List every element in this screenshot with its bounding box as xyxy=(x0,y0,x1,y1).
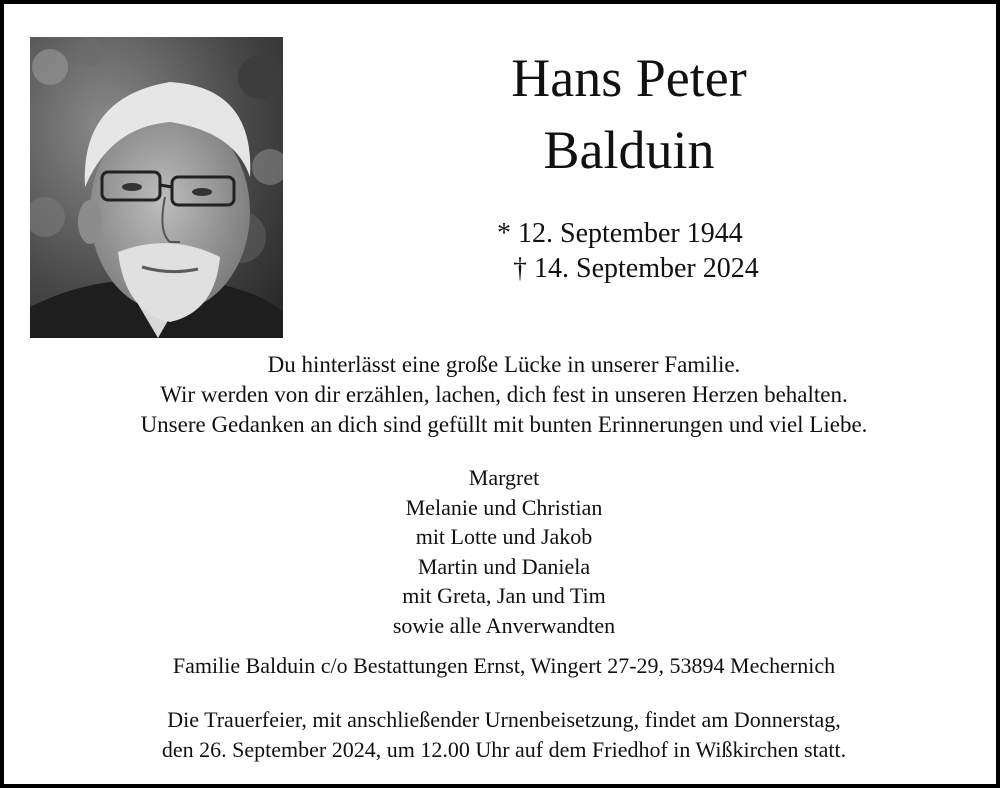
mourner-line: Margret xyxy=(468,465,540,490)
mourner-line: Melanie und Christian xyxy=(405,494,603,520)
ceremony-line: Die Trauerfeier, mit anschließender Urnenbeisetzung, findet am Donnerstag, xyxy=(167,707,841,732)
verse-line: Unsere Gedanken an dich sind gefüllt mit bunten Erinnerungen und viel Liebe. xyxy=(140,412,868,437)
ceremony-info xyxy=(44,705,964,765)
birth-date: * 12. September 1944 xyxy=(497,218,743,249)
mourner-line: mit Greta, Jan und Tim xyxy=(402,583,606,608)
deceased-first-name: Hans Peter xyxy=(511,48,747,108)
mourners-list xyxy=(44,463,964,640)
deceased-last-name: Balduin xyxy=(543,120,715,180)
ceremony-line: den 26. September 2024, um 12.00 Uhr auf dem Friedhof in Wißkirchen statt. xyxy=(161,737,847,762)
portrait-photo xyxy=(30,37,283,338)
portrait-icon xyxy=(30,37,283,338)
death-date: † 14. September 2024 xyxy=(513,253,759,284)
mourner-line: mit Lotte und Jakob xyxy=(415,524,593,549)
verse-line: Du hinterlässt eine große Lücke in unserer Familie. xyxy=(267,352,741,377)
memorial-verse xyxy=(44,350,964,440)
mourner-line: sowie alle Anverwandten xyxy=(392,612,616,638)
mourner-line: Martin und Daniela xyxy=(417,553,591,579)
verse-line: Wir werden von dir erzählen, lachen, dich fest in unseren Herzen behalten. xyxy=(160,382,848,407)
family-address: Familie Balduin c/o Bestattungen Ernst, Wingert 27-29, 53894 Mechernich xyxy=(172,653,836,678)
